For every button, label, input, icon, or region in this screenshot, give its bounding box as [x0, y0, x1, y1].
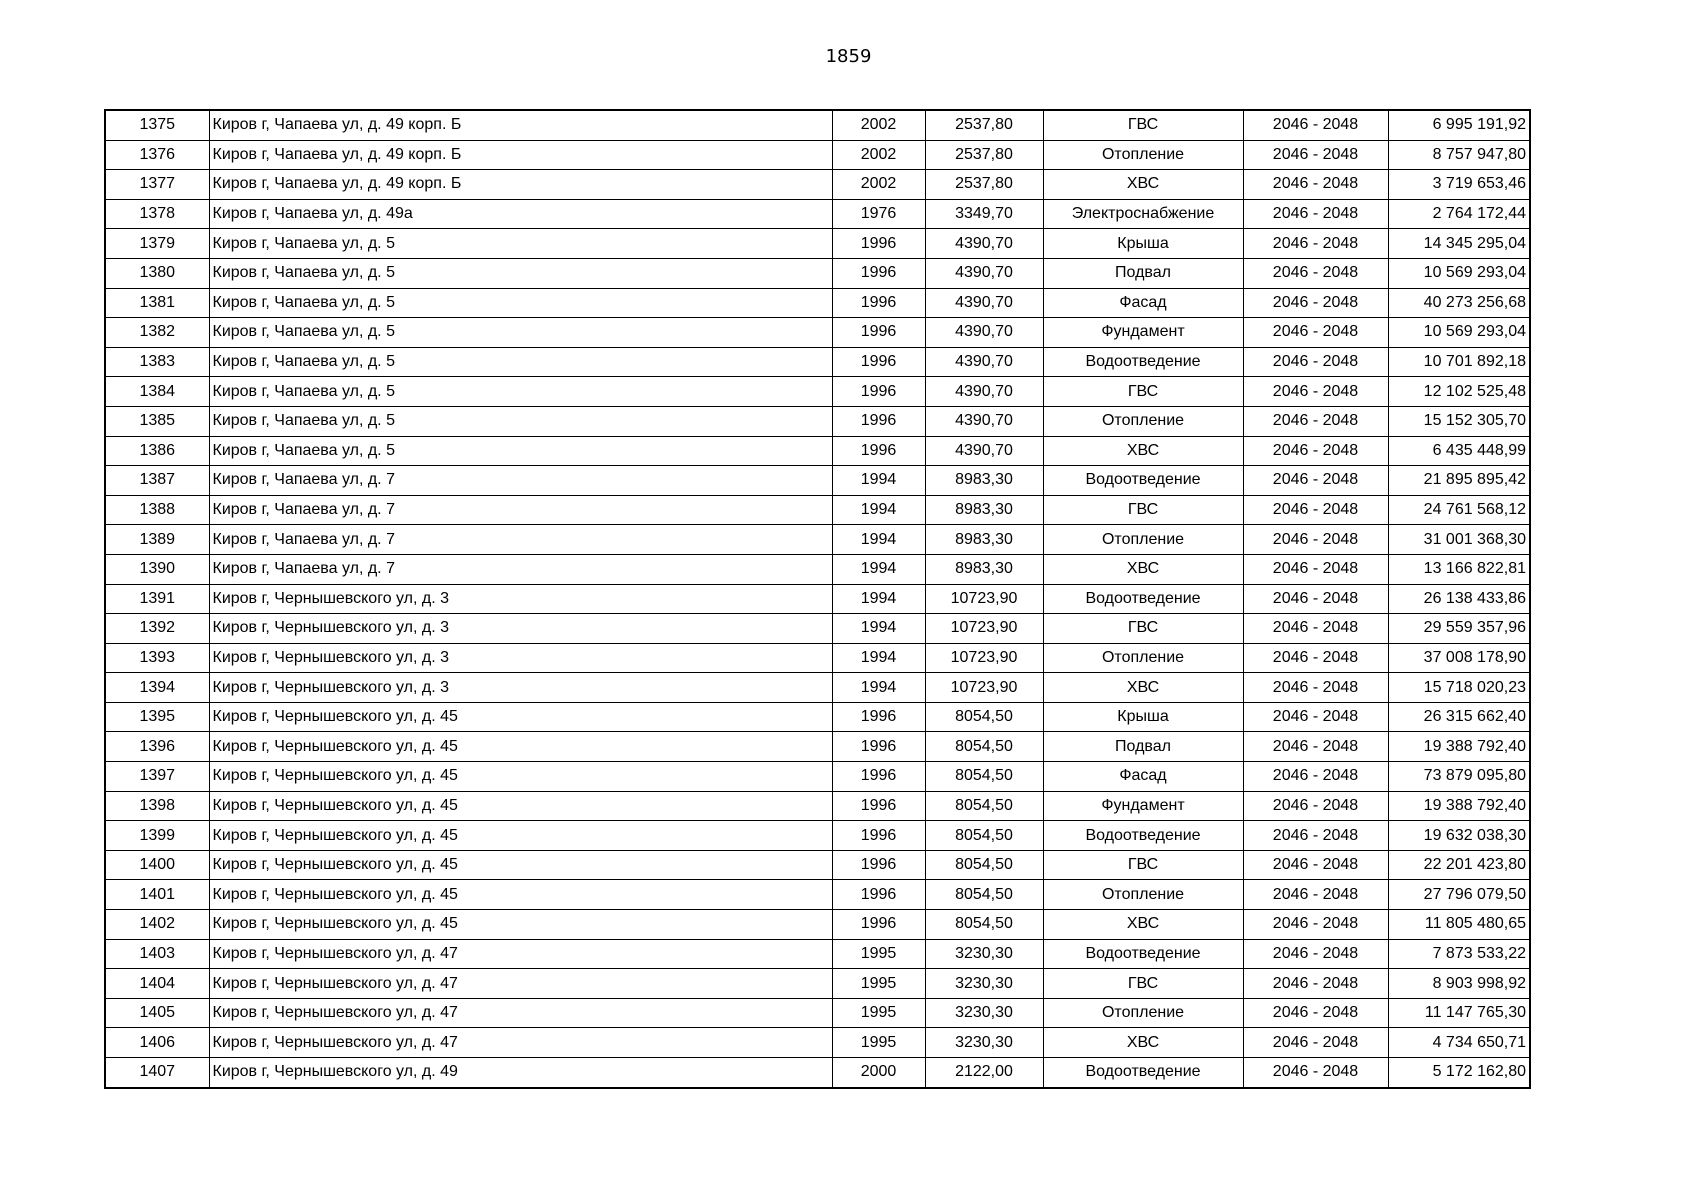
cell-work-type: ХВС [1043, 436, 1243, 466]
cell-address: Киров г, Чапаева ул, д. 7 [209, 495, 832, 525]
cell-work-type: Водоотведение [1043, 821, 1243, 851]
cell-build-year: 1994 [832, 673, 925, 703]
cell-work-type: ХВС [1043, 910, 1243, 940]
cell-cost: 8 757 947,80 [1388, 140, 1530, 170]
cell-cost: 29 559 357,96 [1388, 614, 1530, 644]
cell-work-type: Фасад [1043, 762, 1243, 792]
cell-cost: 10 569 293,04 [1388, 318, 1530, 348]
cell-area: 8054,50 [925, 702, 1043, 732]
cell-address: Киров г, Чернышевского ул, д. 45 [209, 762, 832, 792]
cell-build-year: 1994 [832, 614, 925, 644]
cell-area: 8054,50 [925, 880, 1043, 910]
cell-cost: 10 569 293,04 [1388, 258, 1530, 288]
cell-cost: 10 701 892,18 [1388, 347, 1530, 377]
cell-period: 2046 - 2048 [1243, 762, 1388, 792]
table-row [105, 939, 1530, 969]
cell-build-year: 1996 [832, 229, 925, 259]
cell-address: Киров г, Чапаева ул, д. 49 корп. Б [209, 170, 832, 200]
cell-period: 2046 - 2048 [1243, 436, 1388, 466]
cell-area: 8054,50 [925, 791, 1043, 821]
table-row [105, 1058, 1530, 1088]
cell-work-type: Водоотведение [1043, 1058, 1243, 1088]
cell-area: 4390,70 [925, 258, 1043, 288]
cell-build-year: 1996 [832, 910, 925, 940]
cell-cost: 15 718 020,23 [1388, 673, 1530, 703]
table-row [105, 229, 1530, 259]
cell-period: 2046 - 2048 [1243, 673, 1388, 703]
cell-work-type: Отопление [1043, 643, 1243, 673]
cell-period: 2046 - 2048 [1243, 969, 1388, 999]
cell-work-type: Фасад [1043, 288, 1243, 318]
table-row [105, 673, 1530, 703]
cell-address: Киров г, Чернышевского ул, д. 49 [209, 1058, 832, 1088]
cell-build-year: 1996 [832, 791, 925, 821]
table-row [105, 1028, 1530, 1058]
cell-row-number: 1382 [105, 318, 209, 348]
cell-period: 2046 - 2048 [1243, 466, 1388, 496]
cell-address: Киров г, Чапаева ул, д. 7 [209, 525, 832, 555]
cell-period: 2046 - 2048 [1243, 998, 1388, 1028]
cell-address: Киров г, Чернышевского ул, д. 47 [209, 1028, 832, 1058]
cell-work-type: ГВС [1043, 377, 1243, 407]
cell-period: 2046 - 2048 [1243, 288, 1388, 318]
cell-area: 8054,50 [925, 732, 1043, 762]
cell-row-number: 1377 [105, 170, 209, 200]
cell-work-type: Водоотведение [1043, 466, 1243, 496]
cell-build-year: 1976 [832, 199, 925, 229]
cell-period: 2046 - 2048 [1243, 170, 1388, 200]
cell-cost: 40 273 256,68 [1388, 288, 1530, 318]
cell-build-year: 1996 [832, 436, 925, 466]
cell-row-number: 1392 [105, 614, 209, 644]
cell-address: Киров г, Чернышевского ул, д. 47 [209, 939, 832, 969]
table-row [105, 614, 1530, 644]
cell-area: 8054,50 [925, 762, 1043, 792]
table-row [105, 762, 1530, 792]
cell-row-number: 1407 [105, 1058, 209, 1088]
cell-area: 2537,80 [925, 170, 1043, 200]
cell-build-year: 1996 [832, 762, 925, 792]
cell-work-type: ХВС [1043, 554, 1243, 584]
cell-build-year: 1996 [832, 880, 925, 910]
cell-row-number: 1375 [105, 110, 209, 140]
cell-period: 2046 - 2048 [1243, 199, 1388, 229]
cell-period: 2046 - 2048 [1243, 910, 1388, 940]
cell-cost: 4 734 650,71 [1388, 1028, 1530, 1058]
cell-row-number: 1383 [105, 347, 209, 377]
cell-area: 2122,00 [925, 1058, 1043, 1088]
cell-row-number: 1376 [105, 140, 209, 170]
table-row [105, 525, 1530, 555]
cell-work-type: Подвал [1043, 258, 1243, 288]
cell-address: Киров г, Чапаева ул, д. 5 [209, 406, 832, 436]
cell-period: 2046 - 2048 [1243, 643, 1388, 673]
table-row [105, 110, 1530, 140]
cell-period: 2046 - 2048 [1243, 258, 1388, 288]
cell-work-type: Подвал [1043, 732, 1243, 762]
cell-work-type: Водоотведение [1043, 939, 1243, 969]
table-row [105, 377, 1530, 407]
cell-build-year: 1996 [832, 347, 925, 377]
cell-row-number: 1378 [105, 199, 209, 229]
cell-build-year: 1996 [832, 850, 925, 880]
cell-build-year: 1996 [832, 258, 925, 288]
cell-row-number: 1379 [105, 229, 209, 259]
cell-area: 4390,70 [925, 377, 1043, 407]
cell-area: 4390,70 [925, 318, 1043, 348]
cell-period: 2046 - 2048 [1243, 554, 1388, 584]
table-row [105, 170, 1530, 200]
cell-cost: 26 315 662,40 [1388, 702, 1530, 732]
cell-work-type: Электроснабжение [1043, 199, 1243, 229]
cell-work-type: Отопление [1043, 998, 1243, 1028]
cell-cost: 37 008 178,90 [1388, 643, 1530, 673]
cell-row-number: 1401 [105, 880, 209, 910]
cell-area: 10723,90 [925, 614, 1043, 644]
cell-row-number: 1390 [105, 554, 209, 584]
cell-cost: 5 172 162,80 [1388, 1058, 1530, 1088]
cell-work-type: Фундамент [1043, 318, 1243, 348]
cell-cost: 27 796 079,50 [1388, 880, 1530, 910]
cell-row-number: 1381 [105, 288, 209, 318]
cell-cost: 12 102 525,48 [1388, 377, 1530, 407]
cell-cost: 6 995 191,92 [1388, 110, 1530, 140]
cell-address: Киров г, Чернышевского ул, д. 47 [209, 969, 832, 999]
cell-cost: 15 152 305,70 [1388, 406, 1530, 436]
cell-address: Киров г, Чапаева ул, д. 7 [209, 466, 832, 496]
cell-cost: 6 435 448,99 [1388, 436, 1530, 466]
cell-address: Киров г, Чернышевского ул, д. 3 [209, 673, 832, 703]
cell-work-type: Отопление [1043, 880, 1243, 910]
cell-address: Киров г, Чапаева ул, д. 5 [209, 258, 832, 288]
table-row [105, 436, 1530, 466]
table-body [105, 110, 1530, 1088]
cell-address: Киров г, Чапаева ул, д. 7 [209, 554, 832, 584]
cell-area: 10723,90 [925, 584, 1043, 614]
cell-row-number: 1385 [105, 406, 209, 436]
cell-area: 2537,80 [925, 140, 1043, 170]
table-row [105, 850, 1530, 880]
cell-build-year: 1994 [832, 466, 925, 496]
cell-cost: 14 345 295,04 [1388, 229, 1530, 259]
cell-address: Киров г, Чапаева ул, д. 49 корп. Б [209, 110, 832, 140]
table-row [105, 880, 1530, 910]
table-row [105, 258, 1530, 288]
cell-area: 3230,30 [925, 939, 1043, 969]
cell-period: 2046 - 2048 [1243, 525, 1388, 555]
cell-build-year: 1994 [832, 584, 925, 614]
cell-period: 2046 - 2048 [1243, 614, 1388, 644]
cell-address: Киров г, Чапаева ул, д. 5 [209, 288, 832, 318]
cell-period: 2046 - 2048 [1243, 406, 1388, 436]
cell-work-type: Отопление [1043, 140, 1243, 170]
table-row [105, 495, 1530, 525]
cell-row-number: 1384 [105, 377, 209, 407]
cell-area: 4390,70 [925, 288, 1043, 318]
table-row [105, 584, 1530, 614]
cell-period: 2046 - 2048 [1243, 318, 1388, 348]
cell-period: 2046 - 2048 [1243, 495, 1388, 525]
cell-work-type: ГВС [1043, 614, 1243, 644]
cell-build-year: 1995 [832, 1028, 925, 1058]
table-row [105, 732, 1530, 762]
cell-period: 2046 - 2048 [1243, 850, 1388, 880]
cell-build-year: 2002 [832, 110, 925, 140]
table-row [105, 821, 1530, 851]
cell-address: Киров г, Чернышевского ул, д. 3 [209, 584, 832, 614]
cell-work-type: ГВС [1043, 969, 1243, 999]
cell-row-number: 1397 [105, 762, 209, 792]
cell-period: 2046 - 2048 [1243, 140, 1388, 170]
cell-row-number: 1395 [105, 702, 209, 732]
cell-period: 2046 - 2048 [1243, 791, 1388, 821]
cell-row-number: 1389 [105, 525, 209, 555]
cell-build-year: 1996 [832, 288, 925, 318]
table-row [105, 791, 1530, 821]
table-row [105, 554, 1530, 584]
cell-row-number: 1391 [105, 584, 209, 614]
cell-address: Киров г, Чапаева ул, д. 5 [209, 229, 832, 259]
cell-cost: 31 001 368,30 [1388, 525, 1530, 555]
cell-period: 2046 - 2048 [1243, 821, 1388, 851]
cell-cost: 13 166 822,81 [1388, 554, 1530, 584]
table-row [105, 969, 1530, 999]
table-row [105, 318, 1530, 348]
cell-build-year: 1994 [832, 554, 925, 584]
cell-area: 3230,30 [925, 969, 1043, 999]
cell-area: 3349,70 [925, 199, 1043, 229]
cell-period: 2046 - 2048 [1243, 377, 1388, 407]
cell-row-number: 1386 [105, 436, 209, 466]
table-row [105, 406, 1530, 436]
cell-build-year: 2000 [832, 1058, 925, 1088]
cell-period: 2046 - 2048 [1243, 584, 1388, 614]
cell-work-type: Отопление [1043, 525, 1243, 555]
cell-row-number: 1406 [105, 1028, 209, 1058]
cell-address: Киров г, Чапаева ул, д. 49 корп. Б [209, 140, 832, 170]
cell-period: 2046 - 2048 [1243, 347, 1388, 377]
cell-address: Киров г, Чапаева ул, д. 5 [209, 436, 832, 466]
cell-build-year: 1996 [832, 702, 925, 732]
cell-address: Киров г, Чернышевского ул, д. 45 [209, 880, 832, 910]
cell-area: 4390,70 [925, 347, 1043, 377]
table-row [105, 466, 1530, 496]
cell-period: 2046 - 2048 [1243, 1028, 1388, 1058]
cell-cost: 8 903 998,92 [1388, 969, 1530, 999]
cell-work-type: Водоотведение [1043, 347, 1243, 377]
cell-area: 3230,30 [925, 1028, 1043, 1058]
cell-build-year: 2002 [832, 140, 925, 170]
cell-work-type: ГВС [1043, 495, 1243, 525]
cell-row-number: 1393 [105, 643, 209, 673]
repair-schedule-table [104, 109, 1531, 1089]
cell-work-type: ХВС [1043, 1028, 1243, 1058]
cell-build-year: 1996 [832, 732, 925, 762]
cell-cost: 7 873 533,22 [1388, 939, 1530, 969]
cell-area: 8054,50 [925, 821, 1043, 851]
cell-address: Киров г, Чернышевского ул, д. 45 [209, 850, 832, 880]
cell-row-number: 1402 [105, 910, 209, 940]
cell-area: 3230,30 [925, 998, 1043, 1028]
cell-cost: 11 147 765,30 [1388, 998, 1530, 1028]
cell-build-year: 2002 [832, 170, 925, 200]
cell-work-type: ХВС [1043, 170, 1243, 200]
cell-build-year: 1995 [832, 998, 925, 1028]
cell-cost: 22 201 423,80 [1388, 850, 1530, 880]
table-row [105, 140, 1530, 170]
cell-area: 8983,30 [925, 466, 1043, 496]
cell-period: 2046 - 2048 [1243, 732, 1388, 762]
cell-row-number: 1380 [105, 258, 209, 288]
cell-row-number: 1403 [105, 939, 209, 969]
table-row [105, 910, 1530, 940]
cell-work-type: ХВС [1043, 673, 1243, 703]
cell-address: Киров г, Чапаева ул, д. 49а [209, 199, 832, 229]
cell-address: Киров г, Чернышевского ул, д. 47 [209, 998, 832, 1028]
cell-work-type: ГВС [1043, 850, 1243, 880]
cell-cost: 19 388 792,40 [1388, 732, 1530, 762]
cell-build-year: 1994 [832, 525, 925, 555]
cell-area: 8983,30 [925, 554, 1043, 584]
cell-row-number: 1394 [105, 673, 209, 703]
cell-cost: 2 764 172,44 [1388, 199, 1530, 229]
table-row [105, 643, 1530, 673]
cell-work-type: Фундамент [1043, 791, 1243, 821]
cell-build-year: 1996 [832, 377, 925, 407]
cell-address: Киров г, Чернышевского ул, д. 45 [209, 821, 832, 851]
cell-row-number: 1396 [105, 732, 209, 762]
cell-address: Киров г, Чапаева ул, д. 5 [209, 318, 832, 348]
cell-build-year: 1995 [832, 939, 925, 969]
cell-address: Киров г, Чернышевского ул, д. 3 [209, 643, 832, 673]
cell-address: Киров г, Чернышевского ул, д. 45 [209, 791, 832, 821]
cell-area: 8054,50 [925, 850, 1043, 880]
cell-period: 2046 - 2048 [1243, 702, 1388, 732]
table-row [105, 199, 1530, 229]
cell-row-number: 1405 [105, 998, 209, 1028]
cell-area: 4390,70 [925, 229, 1043, 259]
cell-period: 2046 - 2048 [1243, 939, 1388, 969]
cell-row-number: 1399 [105, 821, 209, 851]
cell-cost: 11 805 480,65 [1388, 910, 1530, 940]
cell-period: 2046 - 2048 [1243, 110, 1388, 140]
table-row [105, 288, 1530, 318]
cell-cost: 19 632 038,30 [1388, 821, 1530, 851]
cell-area: 8054,50 [925, 910, 1043, 940]
cell-row-number: 1388 [105, 495, 209, 525]
cell-work-type: Крыша [1043, 702, 1243, 732]
cell-area: 10723,90 [925, 673, 1043, 703]
cell-area: 4390,70 [925, 406, 1043, 436]
cell-cost: 26 138 433,86 [1388, 584, 1530, 614]
cell-cost: 3 719 653,46 [1388, 170, 1530, 200]
cell-address: Киров г, Чапаева ул, д. 5 [209, 347, 832, 377]
cell-address: Киров г, Чернышевского ул, д. 3 [209, 614, 832, 644]
cell-area: 10723,90 [925, 643, 1043, 673]
cell-period: 2046 - 2048 [1243, 880, 1388, 910]
cell-build-year: 1996 [832, 821, 925, 851]
cell-build-year: 1996 [832, 318, 925, 348]
cell-row-number: 1387 [105, 466, 209, 496]
cell-build-year: 1994 [832, 495, 925, 525]
cell-build-year: 1995 [832, 969, 925, 999]
cell-period: 2046 - 2048 [1243, 1058, 1388, 1088]
cell-work-type: ГВС [1043, 110, 1243, 140]
cell-row-number: 1400 [105, 850, 209, 880]
cell-build-year: 1996 [832, 406, 925, 436]
cell-row-number: 1398 [105, 791, 209, 821]
table-row [105, 998, 1530, 1028]
cell-work-type: Водоотведение [1043, 584, 1243, 614]
table-row [105, 702, 1530, 732]
page-number: 1859 [825, 46, 872, 67]
cell-address: Киров г, Чернышевского ул, д. 45 [209, 732, 832, 762]
cell-area: 8983,30 [925, 525, 1043, 555]
cell-cost: 24 761 568,12 [1388, 495, 1530, 525]
cell-period: 2046 - 2048 [1243, 229, 1388, 259]
cell-cost: 21 895 895,42 [1388, 466, 1530, 496]
table-row [105, 347, 1530, 377]
cell-area: 4390,70 [925, 436, 1043, 466]
cell-work-type: Крыша [1043, 229, 1243, 259]
cell-build-year: 1994 [832, 643, 925, 673]
cell-area: 8983,30 [925, 495, 1043, 525]
cell-address: Киров г, Чернышевского ул, д. 45 [209, 702, 832, 732]
cell-area: 2537,80 [925, 110, 1043, 140]
cell-row-number: 1404 [105, 969, 209, 999]
cell-work-type: Отопление [1043, 406, 1243, 436]
cell-cost: 73 879 095,80 [1388, 762, 1530, 792]
cell-cost: 19 388 792,40 [1388, 791, 1530, 821]
cell-address: Киров г, Чернышевского ул, д. 45 [209, 910, 832, 940]
cell-address: Киров г, Чапаева ул, д. 5 [209, 377, 832, 407]
